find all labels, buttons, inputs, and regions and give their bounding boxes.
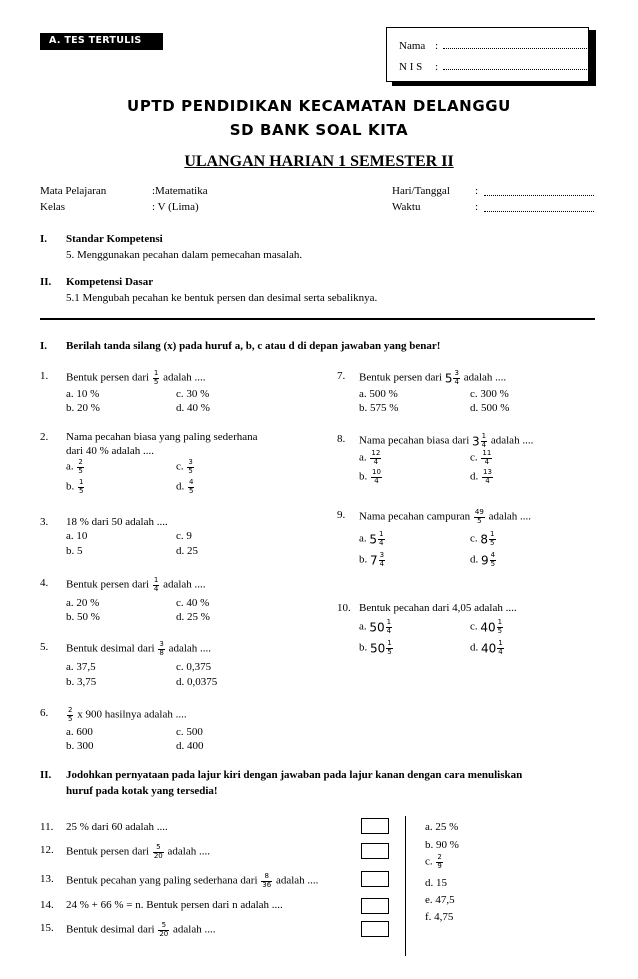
option-a[interactable]: a. 10 %: [66, 388, 100, 400]
matching-item-13: 13. Bentuk pecahan yang paling sederhana dari $\frac{8}{36}$ adalah ....: [40, 872, 319, 889]
standard-number: I.: [40, 233, 48, 245]
matching-item-12: 12. Bentuk persen dari $\frac{5}{20}$ adalah ....: [40, 843, 210, 860]
question-5: [40, 640, 212, 657]
time-label: Waktu: [392, 201, 421, 213]
student-id-box: [386, 27, 589, 82]
option-b[interactable]: b. 50 %: [66, 611, 100, 623]
option-c[interactable]: c. 30 %: [176, 388, 210, 400]
part1-number: I.: [40, 340, 48, 352]
part2-instruction-cont: huruf pada kotak yang tersedia!: [66, 785, 218, 797]
question-8: [337, 432, 534, 449]
answer-column-divider: [405, 816, 406, 956]
fraction: $\frac{2}{5}$: [78, 458, 83, 475]
option-a[interactable]: a. 50 $\frac{1}{4}$: [359, 618, 392, 635]
question-text: $\frac{2}{5}$ x 900 hasilnya adalah ....: [68, 706, 187, 723]
option-c[interactable]: c. 40 $\frac{1}{5}$: [470, 618, 503, 635]
option-a[interactable]: a. 600: [66, 726, 93, 738]
fraction: $\frac{49}{5}$: [474, 508, 484, 525]
question-number: 1.: [40, 370, 49, 382]
option-d[interactable]: d. 0,0375: [176, 676, 218, 688]
option-b[interactable]: b. 575 %: [359, 402, 399, 414]
option-b[interactable]: b. 5: [66, 545, 83, 557]
fraction: $\frac{10}{4}$: [372, 468, 381, 485]
question-7: [337, 369, 507, 386]
part2-instruction: Jodohkan pernyataan pada lajur kiri dengan jawaban pada lajur kanan dengan cara menuliskan: [66, 769, 523, 781]
option-a[interactable]: a. 37,5: [66, 661, 96, 673]
question-text: Bentuk desimal dari $\frac{3}{8}$ adalah ....: [66, 640, 212, 657]
option-b[interactable]: b. 300: [66, 740, 94, 752]
basic-heading: Kompetensi Dasar: [66, 276, 154, 288]
answer-option-b: b. 90 %: [425, 839, 459, 851]
fraction: $\frac{5}{20}$: [159, 921, 169, 938]
option-c[interactable]: c. 9: [176, 530, 192, 542]
fraction: $\frac{1}{4}$: [153, 576, 159, 593]
answer-box-15[interactable]: [361, 921, 389, 937]
question-number: 6.: [40, 707, 49, 719]
question-3-number: 3.: [40, 516, 49, 528]
question-4: [40, 576, 206, 593]
option-c[interactable]: c. 500: [176, 726, 203, 738]
question-text: Bentuk persen dari 5 $\frac{3}{4}$ adalah ....: [359, 369, 507, 386]
fraction: $\frac{3}{5}$: [188, 458, 193, 475]
option-d[interactable]: d. 25 %: [176, 611, 210, 623]
option-c[interactable]: c. 40 %: [176, 597, 210, 609]
fraction: $\frac{12}{4}$: [371, 449, 381, 466]
question-10-text: Bentuk pecahan dari 4,05 adalah ....: [359, 602, 517, 614]
option-c[interactable]: c. $\frac{11}{4}$: [470, 449, 492, 466]
fraction: $\frac{11}{4}$: [482, 449, 492, 466]
fraction: $\frac{4}{5}$: [189, 478, 194, 495]
name-row: [399, 40, 439, 52]
option-c[interactable]: c. 8 $\frac{1}{5}$: [470, 530, 495, 547]
option-d[interactable]: d. 40 $\frac{1}{4}$: [470, 639, 503, 656]
question-text: Nama pecahan campuran $\frac{49}{5}$ adalah ....: [359, 508, 532, 525]
question-2-number: 2.: [40, 431, 49, 443]
basic-text: 5.1 Mengubah pecahan ke bentuk persen dan desimal serta sebaliknya.: [66, 292, 378, 304]
nis-colon: :: [435, 61, 439, 73]
matching-item-15: 15. Bentuk desimal dari $\frac{5}{20}$ adalah ....: [40, 921, 216, 938]
name-colon: :: [435, 40, 439, 52]
standard-text: 5. Menggunakan pecahan dalam pemecahan masalah.: [66, 249, 303, 261]
option-a[interactable]: a. $\frac{12}{4}$: [359, 449, 381, 466]
question-9: [337, 508, 532, 525]
nis-label: N I S: [399, 61, 423, 73]
standard-heading: Standar Kompetensi: [66, 233, 163, 245]
option-d[interactable]: d. 400: [176, 740, 204, 752]
option-a[interactable]: a. $\frac{2}{5}$: [66, 458, 83, 475]
day-label: Hari/Tanggal: [392, 185, 450, 197]
option-d[interactable]: d. 9 $\frac{4}{5}$: [470, 551, 496, 568]
section-badge: A. TES TERTULIS: [40, 33, 163, 50]
question-10-number: 10.: [337, 602, 351, 614]
subject-value: :Matematika: [152, 185, 208, 197]
question-number: 8.: [337, 433, 346, 445]
answer-option-d: d. 15: [425, 877, 447, 889]
option-b[interactable]: b. $\frac{1}{5}$: [66, 478, 84, 495]
question-text: Bentuk persen dari $\frac{1}{5}$ adalah ....: [66, 369, 206, 386]
answer-box-11[interactable]: [361, 818, 389, 834]
fraction: $\frac{8}{36}$: [262, 872, 272, 889]
fraction: $\frac{2}{5}$: [68, 706, 73, 723]
option-a[interactable]: a. 5 $\frac{1}{4}$: [359, 530, 384, 547]
fraction: $\frac{5}{20}$: [153, 843, 163, 860]
mixed-number: 5 $\frac{3}{4}$: [444, 369, 459, 386]
name-field[interactable]: [443, 48, 591, 49]
basic-number: II.: [40, 276, 52, 288]
option-b[interactable]: b. 3,75: [66, 676, 97, 688]
option-d[interactable]: d. 40 %: [176, 402, 210, 414]
option-d[interactable]: d. $\frac{4}{5}$: [176, 478, 194, 495]
mixed-number: 3 $\frac{1}{4}$: [472, 432, 487, 449]
subject-label: Mata Pelajaran: [40, 185, 107, 197]
answer-box-13[interactable]: [361, 871, 389, 887]
option-d[interactable]: d. 500 %: [470, 402, 510, 414]
option-b[interactable]: b. 50 $\frac{1}{5}$: [359, 639, 392, 656]
time-colon: :: [475, 201, 479, 213]
option-a[interactable]: a. 10: [66, 530, 88, 542]
option-b[interactable]: b. $\frac{10}{4}$: [359, 468, 381, 485]
option-a[interactable]: a. 500 %: [359, 388, 398, 400]
part2-number: II.: [40, 769, 52, 781]
school-name-heading: SD BANK SOAL KITA: [229, 121, 409, 139]
answer-option-f: f. 4,75: [425, 911, 454, 923]
part1-instruction: Berilah tanda silang (x) pada huruf a, b, c atau d di depan jawaban yang benar!: [66, 340, 441, 352]
option-c[interactable]: c. 300 %: [470, 388, 509, 400]
question-number: 4.: [40, 577, 49, 589]
answer-box-12[interactable]: [361, 843, 389, 859]
fraction: $\frac{1}{5}$: [79, 478, 84, 495]
option-c[interactable]: c. $\frac{3}{5}$: [176, 458, 193, 475]
option-c[interactable]: c. 0,375: [176, 661, 212, 673]
question-1: [40, 369, 206, 386]
question-2-text: Nama pecahan biasa yang paling sederhana: [66, 431, 258, 443]
question-6: [40, 706, 187, 723]
question-text: Nama pecahan biasa dari 3 $\frac{1}{4}$ adalah ....: [359, 432, 534, 449]
question-3-text: 18 % dari 50 adalah ....: [66, 516, 168, 528]
option-a[interactable]: a. 20 %: [66, 597, 100, 609]
question-2-text-cont: dari 40 % adalah ....: [66, 445, 154, 457]
option-b[interactable]: b. 7 $\frac{3}{4}$: [359, 551, 385, 568]
option-b[interactable]: b. 20 %: [66, 402, 100, 414]
answer-option-a: a. 25 %: [425, 821, 459, 833]
answer-box-14[interactable]: [361, 898, 389, 914]
nis-field[interactable]: [443, 69, 591, 70]
page-title: ULANGAN HARIAN 1 SEMESTER II: [184, 153, 454, 170]
question-number: 5.: [40, 641, 49, 653]
option-d[interactable]: d. $\frac{13}{4}$: [470, 468, 492, 485]
fraction: $\frac{1}{5}$: [153, 369, 159, 386]
fraction: $\frac{3}{8}$: [159, 640, 164, 657]
school-office-heading: UPTD PENDIDIKAN KECAMATAN DELANGGU: [127, 97, 511, 115]
fraction: $\frac{13}{4}$: [483, 468, 492, 485]
question-number: 7.: [337, 370, 346, 382]
question-number: 9.: [337, 509, 346, 521]
nis-row: [399, 61, 439, 73]
class-value: : V (Lima): [152, 201, 199, 213]
matching-item-14: 14. 24 % + 66 % = n. Bentuk persen dari n adalah ....: [40, 899, 283, 911]
day-colon: :: [475, 185, 479, 197]
question-text: Bentuk persen dari $\frac{1}{4}$ adalah ....: [66, 576, 206, 593]
fraction: $\frac{2}{9}$: [437, 853, 442, 870]
day-field[interactable]: [484, 195, 594, 196]
matching-item-11: 11. 25 % dari 60 adalah ....: [40, 821, 168, 833]
option-d[interactable]: d. 25: [176, 545, 198, 557]
name-label: Nama: [399, 40, 426, 52]
answer-option-e: e. 47,5: [425, 894, 455, 906]
class-label: Kelas: [40, 201, 66, 213]
divider: [40, 318, 595, 320]
time-field[interactable]: [484, 211, 594, 212]
answer-option-c: c. $\frac{2}{9}$: [425, 853, 442, 870]
